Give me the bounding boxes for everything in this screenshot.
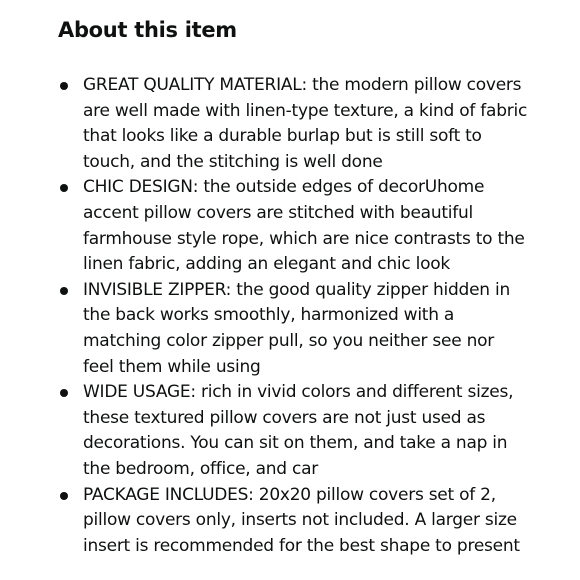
bullet-text: WIDE USAGE: rich in vivid colors and different sizes, these textured pillow covers are not just used as decorations. You can sit on them, and take a nap in the bedroom, office, and car <box>83 382 514 479</box>
feature-bullet-design <box>58 175 528 277</box>
feature-bullet-list <box>58 73 528 559</box>
bullet-dot-icon <box>60 82 68 90</box>
bullet-text: PACKAGE INCLUDES: 20x20 pillow covers set of 2, pillow covers only, inserts not included. A larger size insert is recommended for the best shape to present <box>83 484 520 556</box>
bullet-dot-icon <box>60 287 68 295</box>
bullet-dot-icon <box>60 492 68 500</box>
bullet-dot-icon <box>60 389 68 397</box>
bullet-text: INVISIBLE ZIPPER: the good quality zipper hidden in the back works smoothly, harmonized with a matching color zipper pull, so you neither see nor feel them while using <box>83 279 510 377</box>
feature-bullet-usage <box>58 380 528 482</box>
section-title: About this item <box>58 18 237 42</box>
bullet-dot-icon <box>60 184 68 192</box>
bullet-text: CHIC DESIGN: the outside edges of decorUhome accent pillow covers are stitched with beautiful farmhouse style rope, which are nice contrasts to the linen fabric, adding an elegant and chic look <box>83 177 525 275</box>
bullet-text: GREAT QUALITY MATERIAL: the modern pillow covers are well made with linen-type texture, a kind of fabric that looks like a durable burlap but is still soft to touch, and the stitching is well done <box>83 75 528 172</box>
feature-bullet-zipper <box>58 278 528 380</box>
feature-bullet-material <box>58 73 528 175</box>
feature-bullet-package <box>58 483 528 560</box>
